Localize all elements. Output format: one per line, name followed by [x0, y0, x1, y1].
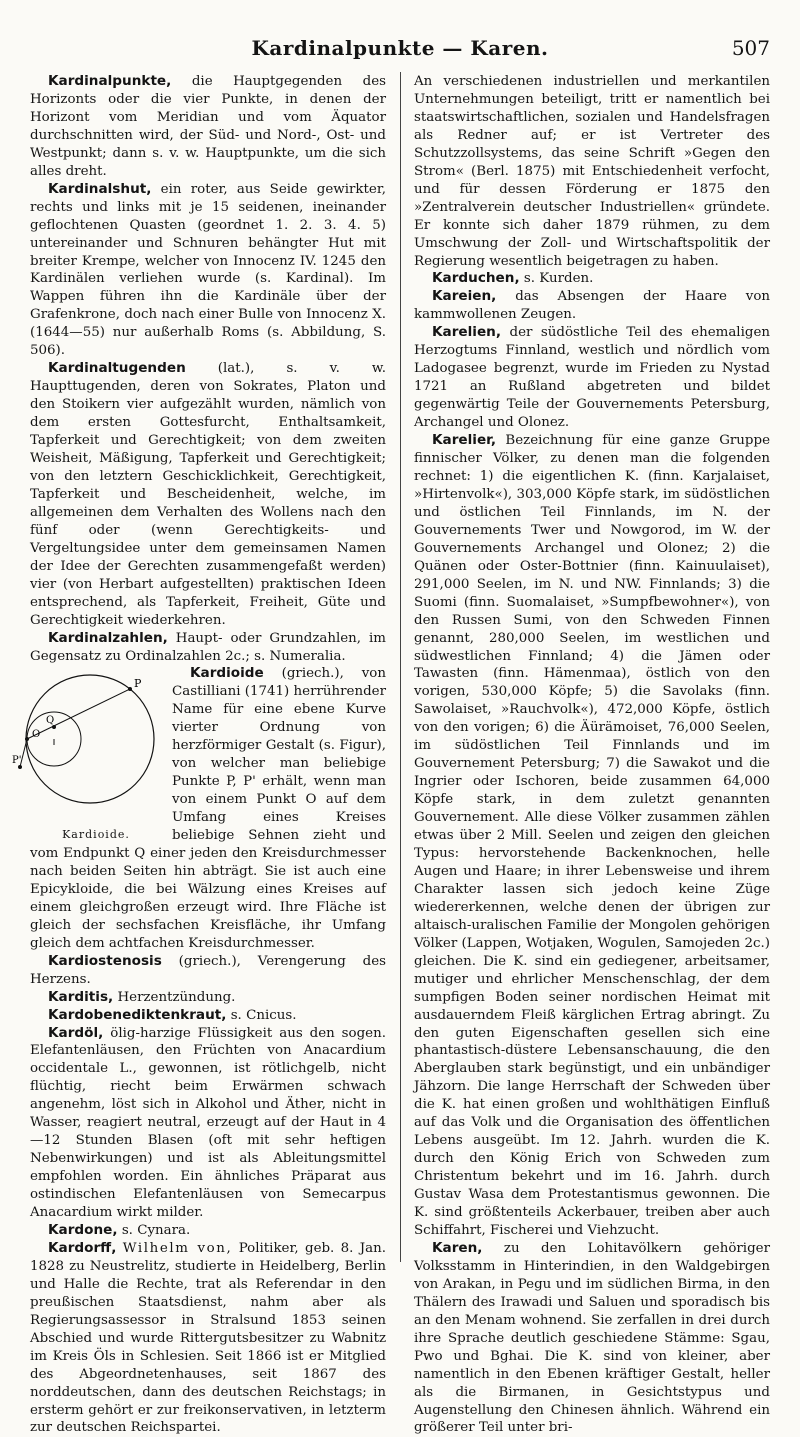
entry-kardol [30, 1025, 386, 1222]
entry-text: Bezeichnung für eine ganze Gruppe finnischer Völker, zu denen man die folgenden rechnet: 1) die eigentlichen K. (finn. Karjalaiset, »Hirtenvolk«), 303,000 Köpfe stark, im südöstlichen und östlichen Teil Finnlands, im N. der Gouvernements Twer und Nowgorod, im W. der Gouvernements Archangel und Olonez; 2) die Quänen oder Oster-Bottnier (finn. Kainuulaiset), 291,000 Seelen, im N. und NW. Finnlands; 3) die Suomi (finn. Suomalaiset, »Sumpfbewohner«), von den Russen Sumi, von den Schweden Finnen genannt, 280,000 Seelen, im westlichen und südwestlichen Finnland; 4) die Jämen oder Tawasten (finn. Hämenmaa), östlich von den vorigen, 530,000 Köpfe; 5) die Savolaks (finn. Sawolaiset, »Rauchvolk«), 472,000 Köpfe, östlich von den vorigen; 6) die Äürämoiset, 76,000 Seelen, im südöstlichen Teil Finnlands und im Gouvernement Petersburg; 7) die Sawakot und die Ingrier oder Ischoren, beide zusammen 64,000 Köpfe stark, in dem zuletzt genannten Gouvernement. Alle diese Völker zusammen zählen etwas über 2 Mill. Seelen und zeigen den gleichen Typus: hervorstehende Backenknochen, helle Augen und Haare; in ihrer Lebensweise und ihrem Charakter lassen sich jedoch keine Züge wiedererkennen, welche denen der übrigen zur altaisch-uralischen Familie der Mongolen gehörigen Völker (Lappen, Wotjaken, Wogulen, Samojeden 2c.) gleichen. Die K. sind ein gediegener, arbeitsamer, mutiger und ehrlicher Menschenschlag, der dem sumpfigen Boden seiner nordischen Heimat mit ausdauerndem Fleiß kärglichen Ertrag abringt. Zu den guten Eigenschaften gesellen sich eine phantastisch-düstere Lebensanschauung, die den Aberglauben stark begünstigt, und ein unbändiger Jähzorn. Die lange Herrschaft der Schweden über die K. hat einen großen und wohlthätigen Einfluß auf das Volk und die Organisation des öffentlichen Lebens ausgeübt. Im 12. Jahrh. wurden die K. durch den König Erich von Schweden zum Christentum bekehrt und im 16. Jahrh. durch Gustav Wasa dem Protestantismus gewonnen. Die K. sind größtenteils Ackerbauer, treiben aber auch Schiffahrt, Fischerei und Viehzucht. [414, 433, 770, 1238]
cardioid-diagram [12, 667, 162, 827]
label-p-prime: P' [12, 755, 22, 767]
entry-karditis [30, 989, 386, 1007]
headword: Kardioide [190, 665, 264, 682]
headword: Kareien, [432, 288, 497, 305]
right-column [414, 73, 770, 1437]
headword: Kardobenediktenkraut, [48, 1006, 227, 1023]
entry-kardone [30, 1222, 386, 1240]
entry-text: s. Cynara. [121, 1223, 191, 1238]
entry-text: ein roter, aus Seide gewirkter, rechts und links mit je 15 seidenen, ineinander geflochtenen Quasten (geordnet 1. 2. 3. 4. 5) untereinander und Schnuren behängter Hut mit breiter Krempe, welcher von Innocenz IV. 1245 den Kardinälen verliehen wurde (s. Kardinal). Im Wappen führen ihn die Kardinäle über der Grafenkrone, doch nach einer Bulle von Innocenz X. (1644—55) nur außerhalb Roms (s. Abbildung, S. 506). [30, 181, 386, 359]
entry-karen [414, 1240, 770, 1437]
running-title: Kardinalpunkte — Karen. [251, 36, 549, 60]
entry-text: (griech.), von Castilliani (1741) herrührender Name für eine ebene Kurve vierter Ordnung von herzförmiger Gestalt (s. Figur), von welcher man beliebige Punkte P, P' erhält, wenn man von einem Punkt O auf dem Umfang eines Kreises beliebige Sehnen zieht und vom Endpunkt Q einer jeden den Kreisdurchmesser nach beiden Seiten hin abträgt. Sie ist auch eine Epicykloide, die bei Wälzung eines Kreises auf einem gleichgroßen erzeugt wird. Ihre Fläche ist gleich der sechsfachen Kreisfläche, ihr Umfang gleich dem achtfachen Kreisdurchmesser. [30, 666, 386, 951]
entry-karelier [414, 432, 770, 1240]
label-q: Q [46, 715, 55, 727]
headword: Karen, [432, 1239, 483, 1256]
entry-kardobenediktenkraut [30, 1007, 386, 1025]
entry-kardinaltugenden [30, 360, 386, 629]
entry-kardioide [12, 665, 386, 952]
entry-kardorff [30, 1240, 386, 1437]
entry-kardinalshut [30, 181, 386, 361]
entry-karduchen [414, 270, 770, 288]
headword: Kardinalshut, [48, 180, 152, 197]
headword: Kardinalpunkte, [48, 73, 172, 89]
entry-text: s. Cnicus. [230, 1007, 297, 1023]
person-name: Wilhelm von, [122, 1240, 233, 1256]
headword: Kardinaltugenden [48, 360, 186, 377]
point-o [25, 737, 29, 741]
headword: Karelien, [432, 324, 502, 341]
entry-text: Politiker, geb. 8. Jan. 1828 zu Neustrelitz, studierte in Heidelberg, Berlin und Halle die Rechte, trat als Referendar in den preußischen Staatsdienst, nahm aber als Regierungsassessor in Stralsund 1853 seinen Abschied und wurde Rittergutsbesitzer zu Wabnitz im Kreis Öls in Schlesien. Seit 1866 ist er Mitglied des Abgeordnetenhauses, seit 1867 des norddeutschen, dann des deutschen Reichstags; in ersterm gehört er zur freikonservativen, in letzterm zur deutschen Reichspartei. [30, 1240, 386, 1436]
entry-text: das Absengen der Haare von kammwollenen Zeugen. [414, 289, 771, 323]
entry-kardinalzahlen [30, 630, 386, 666]
entry-text: Haupt- oder Grundzahlen, im Gegensatz zu Ordinalzahlen 2c.; s. Numeralia. [30, 630, 387, 664]
outer-circle [26, 675, 154, 803]
label-o: O [32, 729, 41, 741]
left-column [12, 73, 387, 1437]
headword: Karditis, [48, 988, 114, 1005]
entry-text: die Hauptgegenden des Horizonts oder die vier Punkte, in denen der Horizont vom Meridian und vom Äquator durchschnitten wird, der Süd- und Nord-, Ost- und Westpunkt; dann s. v. w. Hauptpunkte, um die sich alles dreht. [30, 74, 386, 179]
headword: Kardöl, [48, 1024, 104, 1041]
headword: Kardiostenosis [48, 952, 162, 969]
entry-kardiostenosis [30, 953, 386, 989]
headword: Kardorff, [48, 1239, 117, 1256]
entry-kardorff-continued: An verschiedenen industriellen und merkantilen Unternehmungen beteiligt, tritt er namentlich bei staatswirtschaftlichen, sozialen und Handelsfragen als Redner auf; er ist Vertreter des Schutzzollsystems, das seine Schrift »Gegen den Strom« (Berl. 1875) mit Entschiedenheit verfocht, und für dessen Förderung er 1875 den »Zentralverein deutscher Industriellen« gründete. Er konnte sich daher 1879 rühmen, zu dem Umschwung der Zoll- und Wirtschaftspolitik der Regierung wesentlich beigetragen zu haben. [414, 74, 770, 269]
column-divider [400, 72, 401, 1262]
label-p: P [134, 677, 142, 691]
entry-text: ölig-harzige Flüssigkeit aus den sogen. Elefantenläusen, den Früchten von Anacardium occidentale L., gewonnen, ist rötlichgelb, nicht flüchtig, riecht beim Erwärmen schwach angenehm, löst sich in Alkohol und Äther, nicht in Wasser, reagiert neutral, erzeugt auf der Haut in 4—12 Stunden Blasen (oft mit sehr heftigen Nebenwirkungen) und ist als Ableitungsmittel empfohlen worden. Ein ähnliches Präparat aus ostindischen Elefantenläusen von Semecarpus Anacardium wirkt milder. [30, 1025, 386, 1221]
entry-text: (griech.), Verengerung des Herzens. [30, 953, 386, 987]
entry-text: (lat.), s. v. w. Haupttugenden, deren von Sokrates, Platon und den Stoikern vier aufgezählt wurden, nämlich von dem ersten Gottesfurcht, Enthaltsamkeit, Tapferkeit und Gerechtigkeit; von dem zweiten Weisheit, Mäßigung, Tapferkeit und Gerechtigkeit; von den letztern Geschicklichkeit, Gerechtigkeit, Tapferkeit und Bescheidenheit, welche, im allgemeinen dem Verhalten des Wollens nach den fünf oder (wenn Gerechtigkeits- und Vergeltungsidee unter dem gemeinsamen Namen der Idee der Gerechten zusammengefaßt werden) vier (von Herbart aufgestellten) praktischen Ideen entsprechend, als Tapferkeit, Freiheit, Güte und Gerechtigkeit wiederkehren. [30, 361, 386, 628]
entry-text: der südöstliche Teil des ehemaligen Herzogtums Finnland, westlich und nördlich vom Ladogasee begrenzt, wurde im Frieden zu Nystad 1721 an Rußland abgetreten und bildet gegenwärtig Teile der Gouvernements Petersburg, Archangel und Olonez. [414, 325, 770, 431]
entry-kareien [414, 288, 770, 324]
entry-kardinalpunkte [30, 73, 386, 181]
entry-karelien [414, 324, 770, 432]
headword: Karduchen, [432, 270, 520, 287]
entry-text: Herzentzündung. [117, 989, 236, 1005]
page-number: 507 [731, 36, 770, 60]
entry-text: s. Kurden. [523, 271, 594, 287]
headword: Kardone, [48, 1222, 118, 1238]
cardioid-figure [12, 667, 162, 843]
headword: Kardinalzahlen, [48, 629, 168, 646]
entry-text: zu den Lohitavölkern gehöriger Volksstamm in Hinterindien, in den Waldgebirgen von Arakan, in Pegu und im südlichen Birma, in den Thälern des Irawadi und Saluen und sporadisch bis an den Menam wohnend. Sie zerfallen in drei durch ihre Sprache deutlich geschiedene Stämme: Sgau, Pwo und Bghai. Die K. sind von kleiner, aber namentlich in den Ebenen kräftiger Gestalt, heller als die Birmanen, in Gesichtstypus und Augenstellung den Chinesen ähnlich. Während ein größerer Teil unter bri- [414, 1240, 770, 1436]
headword: Karelier, [432, 432, 497, 449]
figure-caption: Kardioide. [62, 827, 130, 841]
page-header [30, 36, 770, 66]
point-p [128, 687, 132, 691]
